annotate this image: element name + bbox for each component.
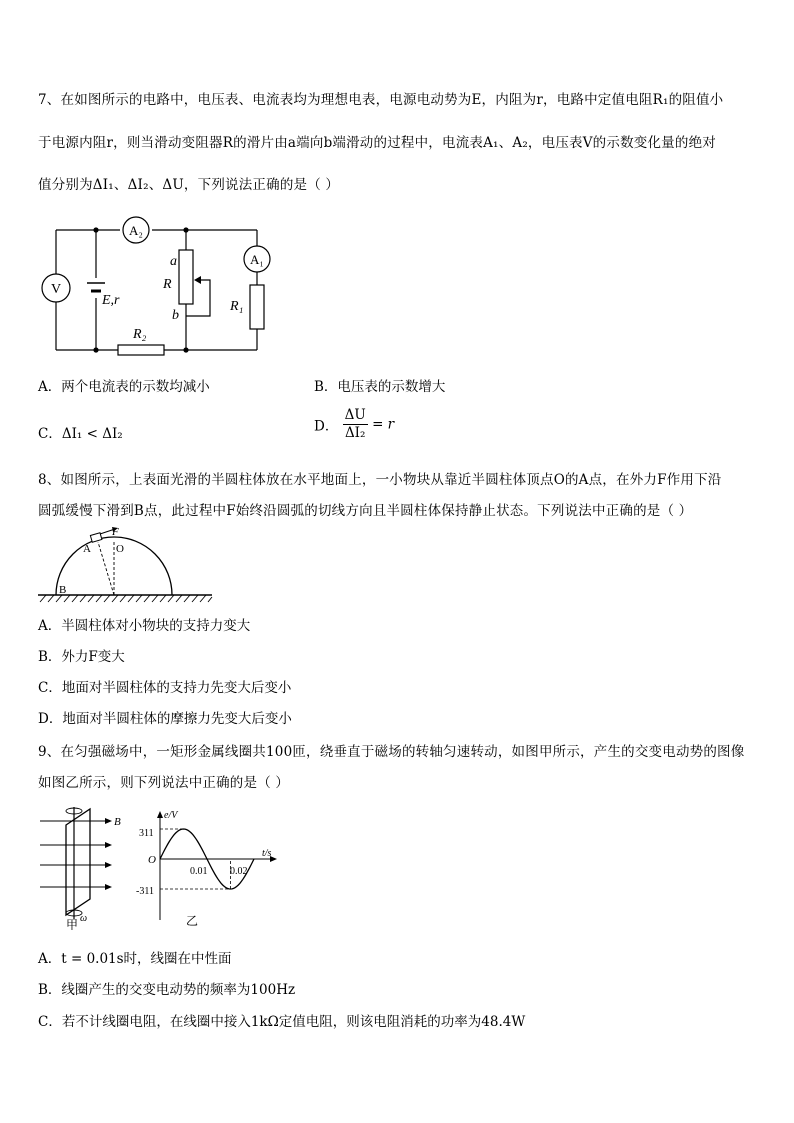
chart-ylabel: e/V — [164, 810, 178, 821]
q7-option-d-prefix: D． — [314, 418, 339, 435]
label-source: E,r — [102, 293, 120, 308]
fig8-label-O: O — [116, 543, 124, 555]
q8-stem-line2: 圆弧缓慢下滑到B点，此过程中F始终沿圆弧的切线方向且半圆柱体保持静止状态。下列说法中正确的是（ ） — [38, 503, 693, 519]
label-b: b — [172, 308, 179, 323]
q7-stem-line3: 值分别为ΔI₁、ΔI₂、ΔU，下列说法正确的是（ ） — [38, 177, 340, 193]
q8-option-a[interactable]: A．半圆柱体对小物块的支持力变大 — [38, 618, 251, 634]
q7-option-d[interactable] — [314, 407, 394, 442]
q8-semicylinder-figure — [36, 524, 216, 604]
q7-option-a[interactable]: A．两个电流表的示数均减小 — [38, 379, 210, 395]
fig9-label-B: B — [114, 816, 121, 828]
q7-stem-line1: 7、在如图所示的电路中，电压表、电流表均为理想电表，电源电动势为E，内阻为r，电路中定值电阻R₁的阻值小 — [38, 92, 724, 108]
voltmeter-label: V — [50, 282, 62, 297]
q7-option-d-suffix: = r — [372, 416, 395, 433]
q7-option-d-fraction — [343, 407, 368, 442]
fig8-label-F: F — [112, 526, 119, 538]
q8-stem-line1: 8、如图所示，上表面光滑的半圆柱体放在水平地面上，一小物块从靠近半圆柱体顶点O的A点，在外力F作用下沿 — [38, 472, 722, 488]
label-R2: R₂ — [133, 327, 147, 342]
q7-stem-line2: 于电源内阻r，则当滑动变阻器R的滑片由a端向b端滑动的过程中，电流表A₁、A₂，电压表V的示数变化量的绝对 — [38, 135, 716, 151]
label-R1: R₁ — [230, 299, 244, 314]
chart-origin: O — [148, 854, 156, 866]
label-a: a — [170, 254, 177, 269]
slider-arrow-icon — [194, 276, 201, 284]
q8-option-d[interactable]: D．地面对半圆柱体的摩擦力先变大后变小 — [38, 711, 292, 727]
fig9-caption-jia: 甲 — [66, 918, 79, 930]
fig9-caption-yi: 乙 — [186, 914, 199, 928]
chart-xtick-t1: 0.01 — [190, 866, 208, 877]
q8-option-b[interactable]: B．外力F变大 — [38, 649, 125, 665]
label-R: R — [163, 277, 172, 292]
q7-option-d-denominator: ΔI₂ — [344, 425, 366, 441]
fig9-label-omega: ω — [80, 913, 88, 924]
q9-coil-figure — [36, 805, 136, 930]
ammeter-a1-label: A₁ — [250, 252, 264, 267]
chart-xlabel: t/s — [262, 848, 272, 859]
chart-xtick-t2: 0.02 — [230, 866, 248, 877]
q9-stem-line1: 9、在匀强磁场中，一矩形金属线圈共100匝，绕垂直于磁场的转轴匀速转动，如图甲所示，产生的交变电动势的图像 — [38, 744, 745, 760]
ammeter-a2-label: A₂ — [129, 223, 143, 238]
fig8-label-B: B — [59, 584, 67, 596]
y-axis-arrow-icon — [157, 811, 163, 818]
q9-option-a[interactable]: A．t = 0.01s时，线圈在中性面 — [38, 951, 232, 967]
q7-option-c[interactable]: C．ΔI₁ < ΔI₂ — [38, 426, 123, 442]
q9-option-c[interactable]: C．若不计线圈电阻，在线圈中接入1kΩ定值电阻，则该电阻消耗的功率为48.4W — [38, 1014, 526, 1030]
q8-option-c[interactable]: C．地面对半圆柱体的支持力先变大后变小 — [38, 680, 292, 696]
q9-stem-line2: 如图乙所示，则下列说法中正确的是（ ） — [38, 775, 290, 791]
q7-option-d-numerator: ΔU — [344, 407, 366, 423]
q9-emf-chart — [136, 808, 286, 933]
chart-ytick-max: 311 — [139, 828, 154, 839]
q7-option-b[interactable]: B．电压表的示数增大 — [314, 379, 446, 395]
q7-circuit-diagram — [36, 212, 286, 362]
fig8-label-A: A — [83, 543, 91, 555]
chart-ytick-min: -311 — [136, 886, 154, 897]
q9-option-b[interactable]: B．线圈产生的交变电动势的频率为100Hz — [38, 982, 296, 998]
